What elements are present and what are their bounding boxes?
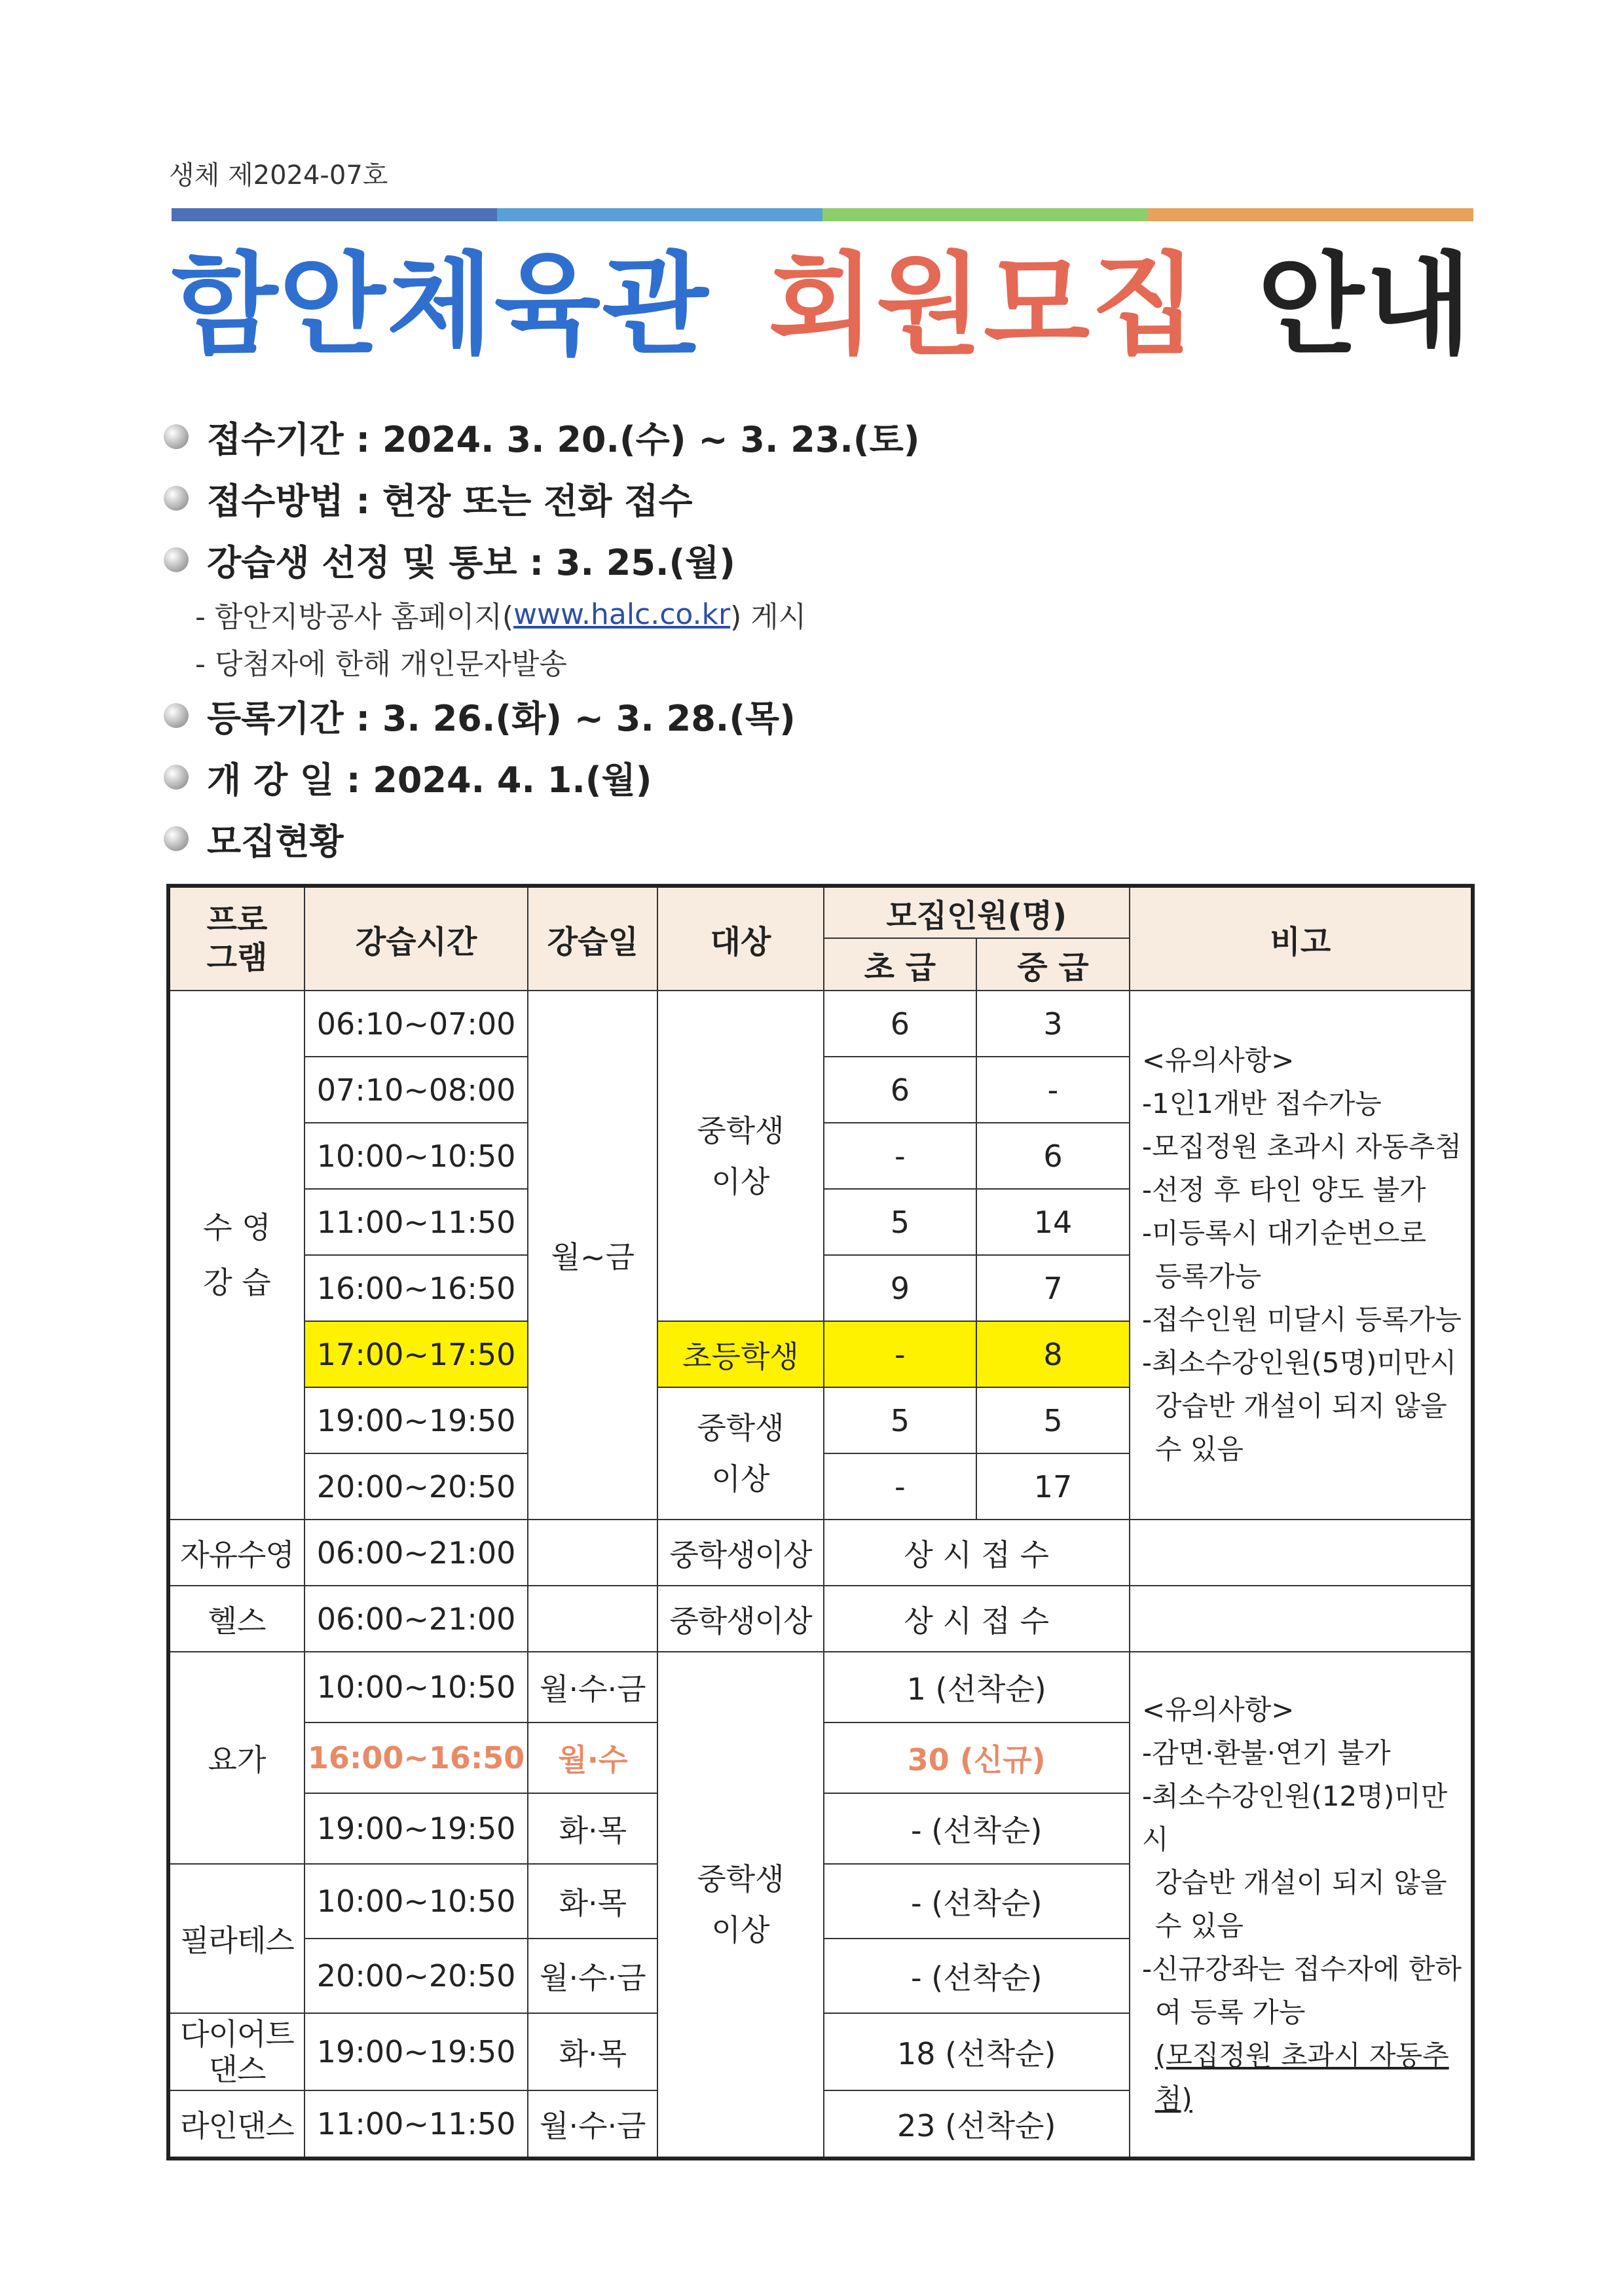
beginner-cell: 5 <box>824 1387 977 1453</box>
reception-method: 접수방법 : 현장 또는 전화 접수 <box>207 480 693 522</box>
time-cell: 11:00~11:50 <box>304 1189 528 1255</box>
header-intermediate: 중 급 <box>976 938 1130 991</box>
sub-item <box>164 638 1408 685</box>
bullet-icon <box>164 703 189 728</box>
header-days: 강습일 <box>528 886 657 991</box>
time-cell: 20:00~20:50 <box>304 1453 528 1520</box>
target-cell: 중학생 이상 <box>657 1387 823 1520</box>
status-heading: 모집현황 <box>207 820 344 862</box>
program-swimming: 수 영 강 습 <box>168 991 304 1520</box>
note-line: -모집정원 초과시 자동추첨 <box>1141 1131 1462 1163</box>
beginner-cell: - <box>824 1453 977 1520</box>
title-part-recruit: 회원모집 <box>768 240 1199 369</box>
time-cell: 10:00~10:50 <box>304 1864 528 1939</box>
time-cell: 19:00~19:50 <box>304 2013 528 2090</box>
note-line: 수 있음 <box>1154 1910 1244 1942</box>
note-line: -최소수강인원(12명)미만시 <box>1141 1780 1448 1855</box>
days-cell: 월~금 <box>528 991 657 1520</box>
recruit-cell: 23 (선착순) <box>824 2090 1130 2159</box>
days-cell: 월·수 <box>528 1722 657 1793</box>
info-item <box>164 406 1408 467</box>
program-diet-dance: 다이어트 댄스 <box>168 2013 304 2090</box>
time-cell: 16:00~16:50 <box>304 1255 528 1321</box>
note-line: -선정 후 타인 양도 불가 <box>1141 1174 1426 1206</box>
header-program: 프로 그램 <box>168 886 304 991</box>
recruit-cell: 30 (신규) <box>824 1722 1130 1793</box>
homepage-link[interactable]: www.halc.co.kr <box>513 597 731 631</box>
notice-suffix: ) 게시 <box>730 600 807 634</box>
beginner-cell: - <box>824 1123 977 1189</box>
swimming-notes <box>1130 991 1473 1520</box>
intermediate-cell: 8 <box>976 1321 1130 1387</box>
time-cell: 07:10~08:00 <box>304 1057 528 1123</box>
recruitment-table <box>166 884 1475 2160</box>
registration-period: 등록기간 : 3. 26.(화) ~ 3. 28.(목) <box>207 697 796 739</box>
note-cell <box>1130 1520 1473 1586</box>
intermediate-cell: 6 <box>976 1123 1130 1189</box>
intermediate-cell: - <box>976 1057 1130 1123</box>
note-line-underlined: (모집정원 초과시 자동추첨) <box>1154 2039 1449 2115</box>
note-line: 수 있음 <box>1154 1433 1244 1465</box>
info-item <box>164 467 1408 529</box>
note-line: 강습반 개설이 되지 않을 <box>1154 1867 1447 1899</box>
document-number: 생체 제2024-07호 <box>169 160 388 191</box>
note-line: -1인1개반 접수가능 <box>1141 1087 1382 1120</box>
bullet-icon <box>164 486 189 511</box>
table-row <box>168 1520 1473 1586</box>
reception-period: 접수기간 : 2024. 3. 20.(수) ~ 3. 23.(토) <box>207 418 920 460</box>
intermediate-cell: 17 <box>976 1453 1130 1520</box>
time-cell: 16:00~16:50 <box>304 1722 528 1793</box>
note-line: 등록가능 <box>1154 1260 1262 1292</box>
title-part-venue: 함안체육관 <box>172 240 710 369</box>
days-cell: 월·수·금 <box>528 1939 657 2013</box>
time-cell: 20:00~20:50 <box>304 1939 528 2013</box>
note-cell <box>1130 1586 1473 1652</box>
title-part-notice: 안내 <box>1257 240 1473 369</box>
time-cell: 10:00~10:50 <box>304 1123 528 1189</box>
bullet-icon <box>164 547 189 572</box>
beginner-cell: 6 <box>824 1057 977 1123</box>
recruit-cell: - (선착순) <box>824 1939 1130 2013</box>
header-beginner: 초 급 <box>824 938 977 991</box>
program-yoga: 요가 <box>168 1652 304 1864</box>
intermediate-cell: 14 <box>976 1189 1130 1255</box>
days-cell: 화·목 <box>528 1864 657 1939</box>
target-cell: 중학생 이상 <box>657 991 823 1321</box>
recruit-cell: 18 (선착순) <box>824 2013 1130 2090</box>
time-cell: 06:10~07:00 <box>304 991 528 1057</box>
target-cell: 중학생이상 <box>657 1586 823 1652</box>
intermediate-cell: 5 <box>976 1387 1130 1453</box>
days-cell: 화·목 <box>528 2013 657 2090</box>
recruit-cell: - (선착순) <box>824 1864 1130 1939</box>
opening-date: 개 강 일 : 2024. 4. 1.(월) <box>207 759 652 801</box>
days-cell <box>528 1520 657 1586</box>
table-row <box>168 1652 1473 1722</box>
program-free-swim: 자유수영 <box>168 1520 304 1586</box>
info-item <box>164 529 1408 591</box>
target-cell: 중학생 이상 <box>657 1652 823 2159</box>
header-target: 대상 <box>657 886 823 991</box>
time-cell: 19:00~19:50 <box>304 1387 528 1453</box>
selection-notice: 강습생 선정 및 통보 : 3. 25.(월) <box>207 541 735 583</box>
beginner-cell: 9 <box>824 1255 977 1321</box>
target-cell: 초등학생 <box>657 1321 823 1387</box>
bullet-icon <box>164 826 189 851</box>
info-item <box>164 746 1408 808</box>
time-cell: 17:00~17:50 <box>304 1321 528 1387</box>
note-line: -감면·환불·연기 불가 <box>1141 1737 1391 1769</box>
target-cell: 중학생이상 <box>657 1520 823 1586</box>
bullet-icon <box>164 765 189 790</box>
program-health: 헬스 <box>168 1586 304 1652</box>
recruit-cell: 1 (선착순) <box>824 1652 1130 1722</box>
note-line: -최소수강인원(5명)미만시 <box>1141 1347 1457 1379</box>
notice-prefix: - 함안지방공사 홈페이지( <box>195 600 514 634</box>
header-time: 강습시간 <box>304 886 528 991</box>
info-item <box>164 808 1408 869</box>
table-row <box>168 1586 1473 1652</box>
info-item <box>164 685 1408 746</box>
time-cell: 06:00~21:00 <box>304 1586 528 1652</box>
days-cell: 월·수·금 <box>528 2090 657 2159</box>
page-title <box>172 230 1473 369</box>
header-recruit: 모집인원(명) <box>824 886 1130 938</box>
note-line: <유의사항> <box>1141 1044 1295 1076</box>
program-pilates: 필라테스 <box>168 1864 304 2013</box>
sub-item <box>164 591 1408 638</box>
note-line: 여 등록 가능 <box>1154 1996 1306 2028</box>
table-row <box>168 991 1473 1057</box>
time-cell: 19:00~19:50 <box>304 1793 528 1864</box>
intermediate-cell: 3 <box>976 991 1130 1057</box>
beginner-cell: - <box>824 1321 977 1387</box>
note-line: -미등록시 대기순번으로 <box>1141 1217 1427 1249</box>
bullet-icon <box>164 424 189 449</box>
recruit-cell: 상 시 접 수 <box>824 1586 1130 1652</box>
days-cell: 화·목 <box>528 1793 657 1864</box>
recruit-cell: - (선착순) <box>824 1793 1130 1864</box>
info-section <box>164 406 1408 869</box>
intermediate-cell: 7 <box>976 1255 1130 1321</box>
note-line: -신규강좌는 접수자에 한하 <box>1141 1953 1462 1985</box>
time-cell: 11:00~11:50 <box>304 2090 528 2159</box>
header-note: 비고 <box>1130 886 1473 991</box>
note-line: 강습반 개설이 되지 않을 <box>1154 1390 1447 1422</box>
class-notes <box>1130 1652 1473 2159</box>
sms-notice: - 당첨자에 한해 개인문자발송 <box>195 647 567 681</box>
time-cell: 06:00~21:00 <box>304 1520 528 1586</box>
beginner-cell: 5 <box>824 1189 977 1255</box>
note-line: -접수인원 미달시 등록가능 <box>1141 1303 1462 1336</box>
days-cell <box>528 1586 657 1652</box>
recruit-cell: 상 시 접 수 <box>824 1520 1130 1586</box>
time-cell: 10:00~10:50 <box>304 1652 528 1722</box>
beginner-cell: 6 <box>824 991 977 1057</box>
note-line: <유의사항> <box>1141 1694 1295 1726</box>
program-line-dance: 라인댄스 <box>168 2090 304 2159</box>
days-cell: 월·수·금 <box>528 1652 657 1722</box>
